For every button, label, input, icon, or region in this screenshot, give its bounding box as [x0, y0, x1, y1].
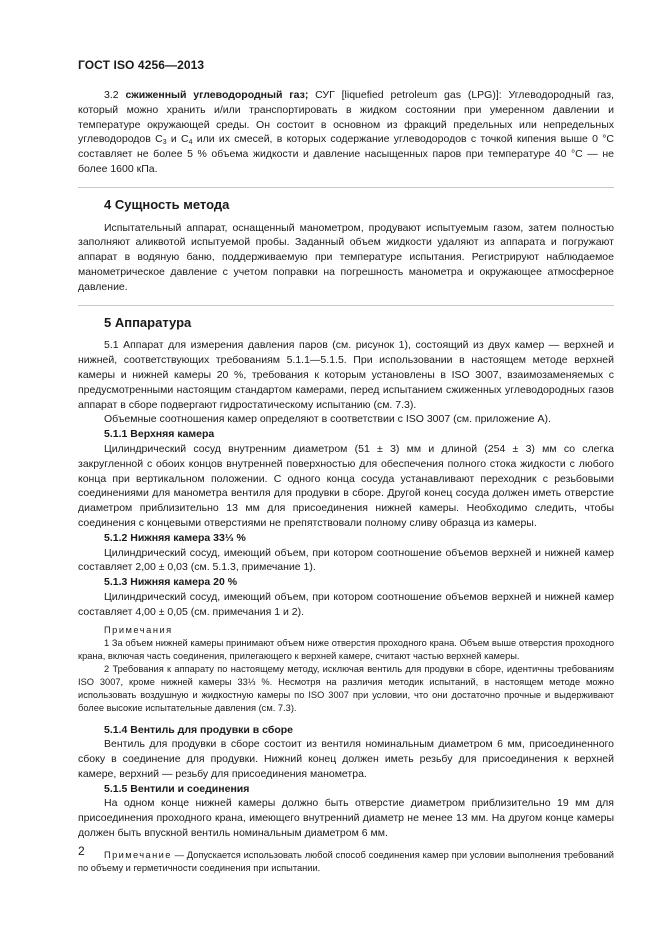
note-3: Примечание — Допускается использовать любой способ соединения камер при условии выполнения требований по объему и герметичности соединения при испытании.: [78, 849, 614, 873]
clause-5-1-3-heading: 5.1.3 Нижняя камера 20 %: [104, 576, 238, 589]
clause-5-1-5-heading: 5.1.5 Вентили и соединения: [104, 782, 250, 795]
clause-number: 3.2: [104, 89, 119, 101]
clause-5-1-1-heading: 5.1.1 Верхняя камера: [104, 428, 215, 441]
note-1: 1 За объем нижней камеры принимают объем ниже отверстия проходного крана. Объем выше отверстия проходного крана, включая часть соединения, прилегающего к верхней камере, считают частью верхней камеры.: [78, 637, 614, 661]
clause-5-1-5-text: На одном конце нижней камеры должно быть отверстие диаметром приблизительно 19 мм для присоединения проходного крана, имеющего внутренний диаметр не менее 13 мм. На другом конце камеры должен быть впускной вентиль номинальным диаметром 6 мм.: [78, 797, 614, 840]
clause-5-1-2-text: Цилиндрический сосуд, имеющий объем, при котором соотношение объемов верхней и нижней камер составляет 2,00 ± 0,03 (см. 5.1.3, примечание 1).: [78, 546, 614, 574]
document-body: [78, 88, 614, 875]
term: сжиженный углеводородный газ;: [125, 89, 309, 101]
page-number: 2: [78, 844, 85, 858]
clause-5-1-4-text: Вентиль для продувки в сборе состоит из вентиля номинальным диаметром 6 мм, присоединенного сбоку в соединение для продувки. Нижний конец должен иметь резьбу для присоединения к верхней камере, верхний — резьбу для присоединения манометра.: [78, 738, 614, 780]
clause-5-1-1-text: Цилиндрический сосуд внутренним диаметром (51 ± 3) мм и длиной (254 ± 3) мм со слегка закругленной с обоих концов внутренней поверхностью для обеспечения полного стока жидкости с любого конца при вертикальном положении. С одного конца сосуда устанавливают переходник с резьбовыми соединениями для манометра вентиля для продувки в сборе. Другой конец сосуда должен иметь отверстие диаметром приблизительно 13 мм для присоединения нижней камеры. Необходимо следить, чтобы соединения с концевыми отверстиями не препятствовали полному сливу образца из камеры.: [78, 442, 614, 529]
definition-3-2: 3.2 сжиженный углеводородный газ; СУГ [liquefied petroleum gas (LPG)]: Углеводородный газ, который можно хранить и/или транспортировать в жидком состоянии при умеренном давлении и температуре окружающей среды. Он состоит в основном из фракций предельных или непредельных углеводородов $С_3$ и $С_4$ или их смесей, в которых содержание углеводородов с точкой кипения выше 0 °С составляет не более 5 % объема жидкости и давление насыщенных паров при температуре 40 °С — не более 1600 кПа.: [78, 89, 615, 175]
notes-heading: Примечания: [104, 624, 173, 635]
clause-5-1: 5.1 Аппарат для измерения давления паров (см. рисунок 1), состоящий из двух камер — верхней и нижней, соответствующих требованиям 5.1.1—5.1.5. При использовании в настоящем методе верхней камеры и нижней камеры 20 %, требования к которым установлены в ISO 3007, взаимозаменяемых с предусмотренными настоящим стандартом камерами, перед испытанием сжиженных углеводородных газов аппарат в сборе подвергают гидростатическому испытанию (см. 7.3).: [78, 339, 614, 411]
clause-5-1-ratio: Объемные соотношения камер определяют в соответствии с ISO 3007 (см. приложение А).: [104, 413, 551, 426]
clause-5-1-2-heading: 5.1.2 Нижняя камера 33⅓ %: [104, 531, 246, 544]
section-4-title: 4 Сущность метода: [104, 196, 230, 212]
section-divider: [78, 187, 614, 188]
document-header: ГОСТ ISO 4256—2013: [78, 58, 205, 72]
section-divider: [78, 305, 614, 306]
clause-5-1-3-text: Цилиндрический сосуд, имеющий объем, при котором соотношение объемов верхней и нижней камер составляет 4,00 ± 0,05 (см. примечания 1 и 2).: [78, 590, 614, 618]
clause-5-1-4-heading: 5.1.4 Вентиль для продувки в сборе: [104, 723, 294, 736]
section-5-title: 5 Аппаратура: [104, 314, 192, 330]
note-2: 2 Требования к аппарату по настоящему методу, исключая вентиль для продувки в сборе, идентичны требованиям ISO 3007, кроме нижней камеры 33⅓ %. Несмотря на различия методик испытаний, в настоящем методе можно использовать воздушную и жидкостную камеры по ISO 3007 при условии, что они достаточно прочные и выдерживают более высокие испытательные давления (см. 7.3).: [78, 663, 614, 713]
section-4-text: Испытательный аппарат, оснащенный манометром, продувают испытуемым газом, затем полностью заполняют аликвотой испытуемой пробы. Заданный объем жидкости удаляют из аппарата и погружают аппарат в водяную баню, поддерживаемую при температуре испытания. Регистрируют наблюдаемое манометрическое давление с учетом поправки на погрешность манометра и окружающее атмосферное давление.: [78, 221, 614, 293]
